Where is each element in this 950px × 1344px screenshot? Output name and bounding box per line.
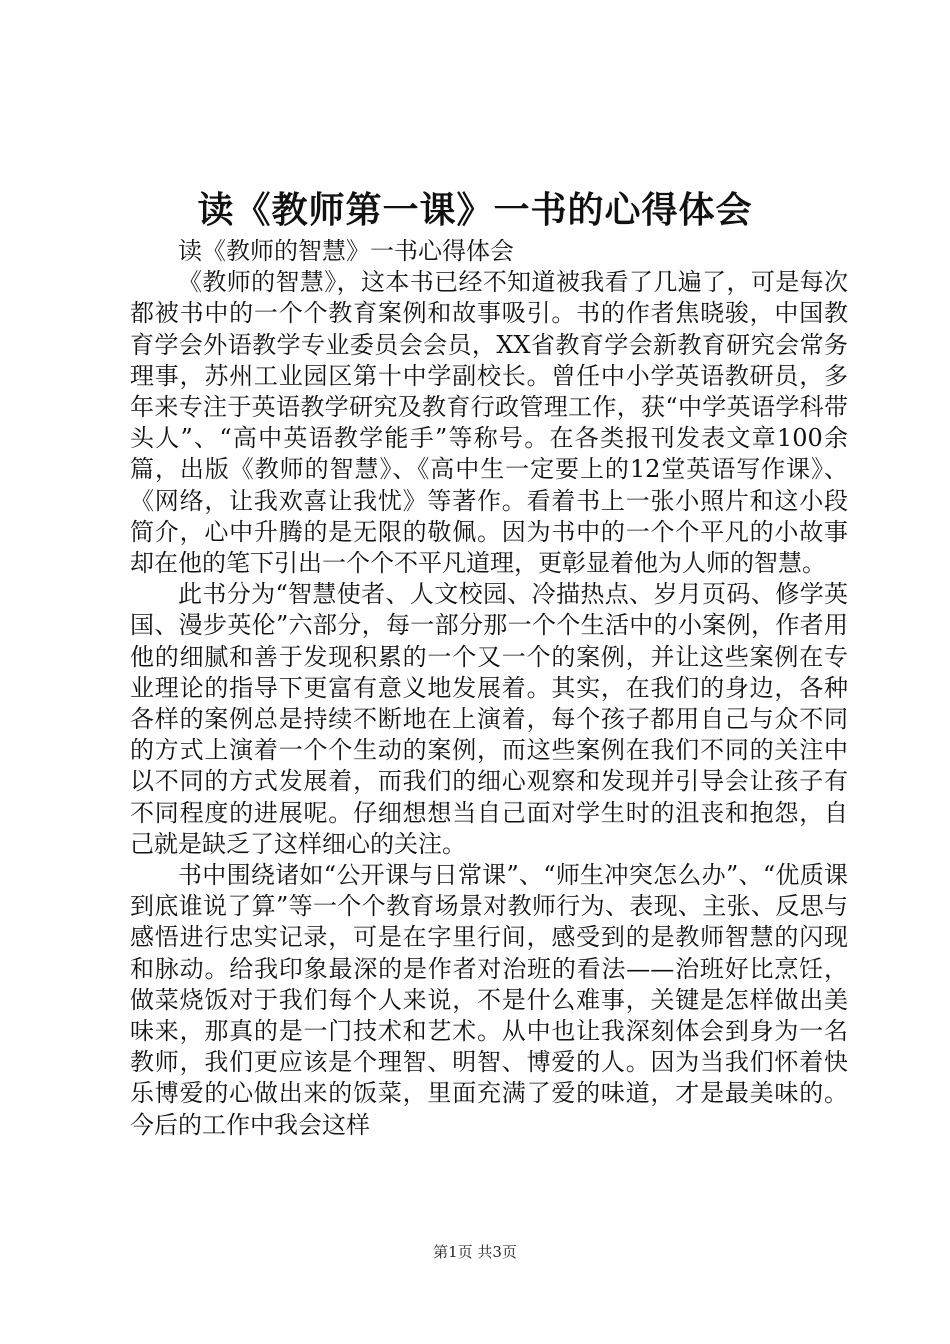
document-body xyxy=(130,236,848,1141)
paragraph-2: 此书分为“智慧使者、人文校园、冷描热点、岁月页码、修学英国、漫步英伦”六部分，每一部分那一个个生活中的小案例，作者用他的细腻和善于发现积累的一个又一个的案例，并让这些案例在专业理论的指导下更富有意义地发展着。其实，在我们的身边，各种各样的案例总是持续不断地在上演着，每个孩子都用自己与众不同的方式上演着一个个生动的案例，而这些案例在我们不同的关注中以不同的方式发展着，而我们的细心观察和发现并引导会让孩子有不同程度的进展呢。仔细想想当自己面对学生时的沮丧和抱怨，自己就是缺乏了这样细心的关注。 xyxy=(130,580,848,858)
paragraph-3: 书中围绕诸如“公开课与日常课”、“师生冲突怎么办”、“优质课到底谁说了算”等一个个教育场景对教师行为、表现、主张、反思与感悟进行忠实记录，可是在字里行间，感受到的是教师智慧的闪现和脉动。给我印象最深的是作者对治班的看法——治班好比烹饪，做菜烧饭对于我们每个人来说，不是什么难事，关键是怎样做出美味来，那真的是一门技术和艺术。从中也让我深刻体会到身为一名教师，我们更应该是个理智、明智、博爱的人。因为当我们怀着快乐博爱的心做出来的饭菜，里面充满了爱的味道，才是最美味的。今后的工作中我会这样 xyxy=(130,861,848,1139)
document-title: 读《教师第一课》一书的心得体会 xyxy=(197,189,753,231)
page-footer: 第1页 共3页 xyxy=(433,1243,517,1261)
document-subtitle: 读《教师的智慧》一书心得体会 xyxy=(178,237,514,265)
paragraph-1: 《教师的智慧》，这本书已经不知道被我看了几遍了，可是每次都被书中的一个个教育案例和故事吸引。书的作者焦晓骏，中国教育学会外语教学专业委员会会员，XX省教育学会新教育研究会常务理事，苏州工业园区第十中学副校长。曾任中小学英语教研员，多年来专注于英语教学研究及教育行政管理工作，获“中学英语学科带头人”、“高中英语教学能手”等称号。在各类报刊发表文章100余篇，出版《教师的智慧》、《高中生一定要上的12堂英语写作课》、《网络，让我欢喜让我忧》等著作。看着书上一张小照片和这小段简介，心中升腾的是无限的敬佩。因为书中的一个个平凡的小故事却在他的笔下引出一个个不平凡道理，更彰显着他为人师的智慧。 xyxy=(130,268,848,578)
